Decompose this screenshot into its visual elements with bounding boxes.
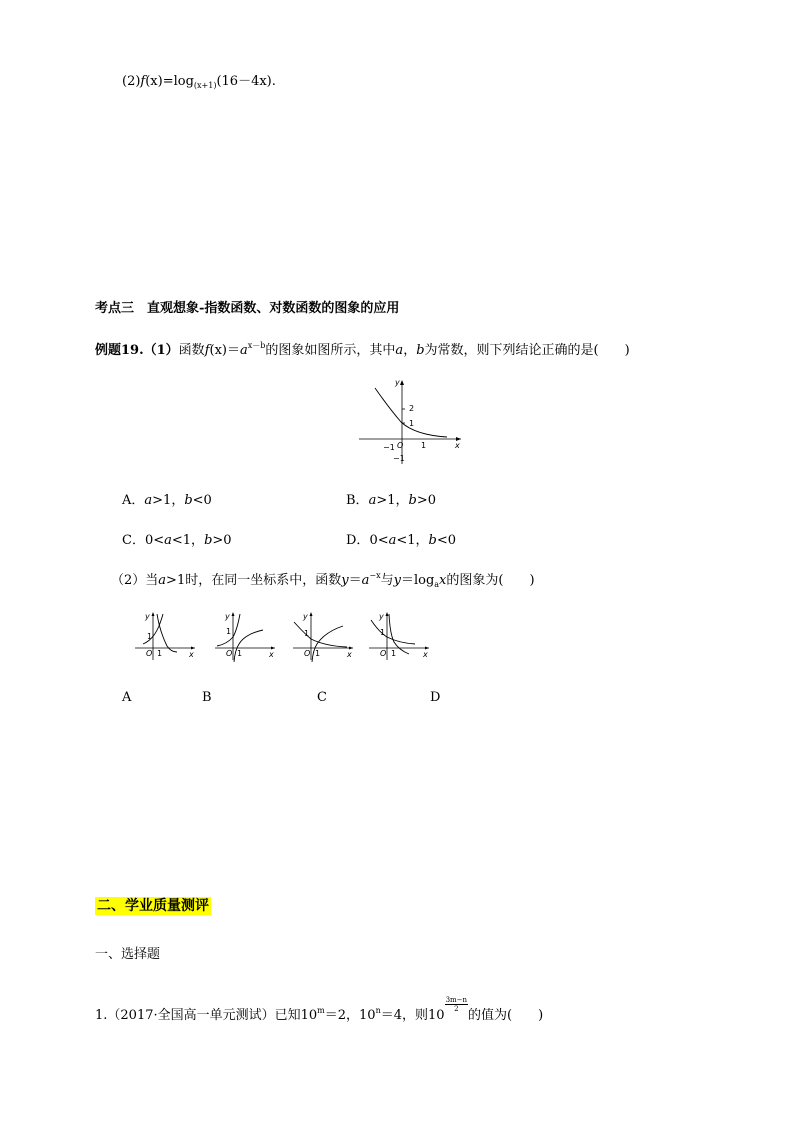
graph-a-origin: O (146, 649, 153, 658)
graph-b-origin: O (226, 649, 233, 658)
graph-d-y: y (379, 612, 384, 621)
origin-label: O (397, 441, 404, 450)
section-heading-2: 二、学业质量测评 (97, 898, 209, 914)
graph-a-one: 1 (147, 632, 153, 641)
graph-d-one: 1 (380, 628, 386, 637)
graph-c-x: x (347, 650, 352, 659)
option-c[interactable]: C．0<a<1，b>0 (122, 533, 232, 548)
graph-b-y: y (225, 612, 230, 621)
tick-label-neg1-x: −1 (383, 443, 395, 452)
graph-label-d[interactable]: D (430, 690, 441, 705)
graph-a-one-x: 1 (157, 649, 163, 658)
part2-formula: $(2)f(x)=\log_{(x+1)}(16-4x)$. (122, 74, 276, 90)
exponent-fraction: $\frac{3m-n}{2}$ (445, 996, 468, 1013)
y-label: y (395, 378, 400, 387)
graph-b (215, 612, 275, 662)
option-graphs (133, 608, 433, 664)
graph-c-one-x: 1 (315, 649, 321, 658)
graph-d (369, 612, 429, 660)
subsection-heading: 一、选择题 (95, 947, 161, 962)
question-2: （2）当a>1时，在同一坐标系中，函数$y=a^{-x}$与$y=\log_ax$的图象为( ) (111, 571, 535, 589)
graph-d-one-x: 1 (391, 649, 397, 658)
tick-label-1-x: 1 (421, 441, 427, 450)
tick-label-neg1-y: −1 (393, 454, 405, 463)
section-heading-3: 考点三 直观想象-指数函数、对数函数的图象的应用 (95, 301, 400, 316)
graph-label-b[interactable]: B (202, 690, 212, 705)
graph-b-one: 1 (226, 627, 232, 636)
y-axis-arrow (400, 380, 404, 385)
exponential-function-graph (355, 376, 465, 468)
graph-a-y: y (145, 612, 150, 621)
graph-c-y: y (303, 612, 308, 621)
question-1: 1.（2017·全国高一单元测试）已知$10^m=2$，$10^n=4$，则10 $\frac{3m-n}{2}$ 的值为( ) (95, 996, 544, 1023)
graph-c-origin: O (304, 649, 311, 658)
graph-label-a[interactable]: A (122, 690, 132, 705)
example-19-question: 例题19.（1）函数$f(x)=a^{x-b}$的图象如图所示，其中a，b为常数，则下列结论正确的是( ) (95, 341, 630, 358)
graph-d-origin: O (380, 649, 387, 658)
graph-c (293, 612, 353, 662)
graph-b-x: x (269, 650, 274, 659)
graph-a (135, 612, 195, 660)
option-d[interactable]: D．0<a<1，b<0 (346, 533, 457, 548)
x-label: x (455, 441, 460, 450)
graph-c-one: 1 (304, 629, 310, 638)
option-b[interactable]: B．a>1，b>0 (346, 493, 436, 508)
graph-label-c[interactable]: C (317, 690, 327, 705)
graph-d-x: x (423, 650, 428, 659)
option-a[interactable]: A．a>1，b<0 (122, 493, 212, 508)
tick-label-1: 1 (409, 419, 415, 428)
graph-b-one-x: 1 (237, 649, 243, 658)
tick-label-2: 2 (409, 404, 415, 413)
graph-a-x: x (189, 650, 194, 659)
